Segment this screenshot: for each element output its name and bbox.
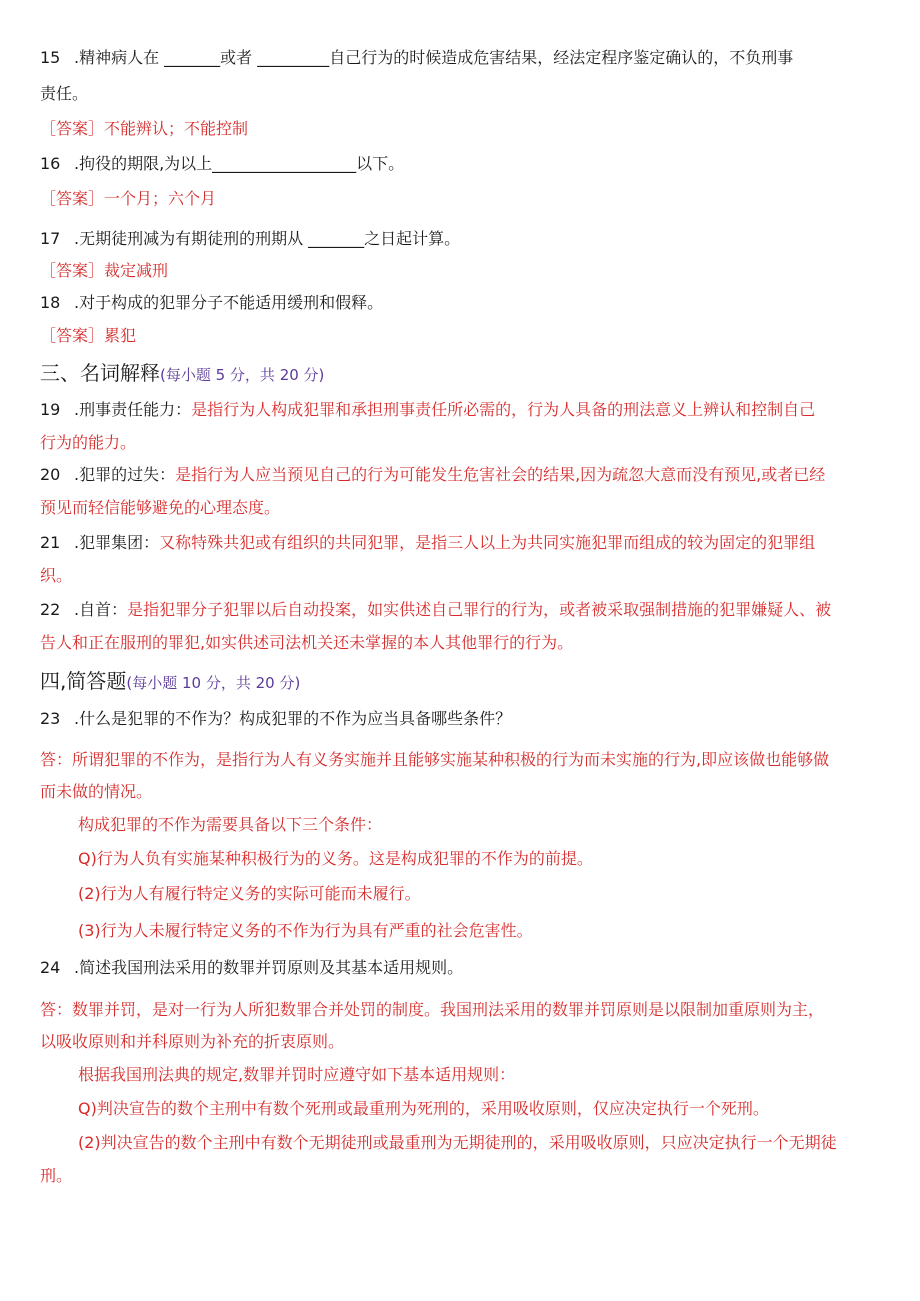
term-label: .犯罪的过失： [74, 465, 176, 484]
question-23 [40, 709, 511, 729]
term-definition: 又称特殊共犯或有组织的共同犯罪，是指三人以上为共同实施犯罪而组成的较为固定的犯罪组 [159, 533, 816, 552]
question-number: 17 [40, 229, 61, 248]
section-title: 三、名词解释 [40, 361, 160, 385]
question-number: 22 [40, 600, 61, 619]
term-21 [40, 533, 815, 553]
answer-23-line-6: (3)行为人未履行特定义务的不作为行为具有严重的社会危害性。 [78, 921, 533, 940]
answer-16: ［答案］一个月；六个月 [40, 189, 217, 208]
term-19 [40, 400, 815, 420]
question-text: .拘役的期限,为以上__________________以下。 [74, 154, 405, 173]
question-16 [40, 154, 404, 174]
term-22-cont: 告人和正在服刑的罪犯,如实供述司法机关还未掌握的本人其他罪行的行为。 [40, 633, 574, 652]
answer-18: ［答案］累犯 [40, 326, 137, 345]
answer-17: ［答案］裁定减刑 [40, 261, 169, 280]
term-21-cont: 织。 [40, 566, 73, 585]
answer-23-line-2: 而未做的情况。 [40, 782, 153, 801]
term-definition: 是指行为人应当预见自己的行为可能发生危害社会的结果,因为疏忽大意而没有预见,或者已经 [175, 465, 826, 484]
section-note: (每小题 5 分，共 20 分) [160, 366, 325, 384]
question-number: 18 [40, 293, 61, 312]
question-number: 19 [40, 400, 61, 419]
question-text: .精神病人在 _______或者 _________自己行为的时候造成危害结果，经法定程序鉴定确认的，不负刑事 [74, 48, 794, 67]
section-heading-3 [40, 360, 324, 388]
question-text: .对于构成的犯罪分子不能适用缓刑和假释。 [74, 293, 384, 312]
question-24 [40, 958, 463, 978]
section-title: 四,简答题 [40, 669, 127, 693]
answer-24-line-3: 根据我国刑法典的规定,数罪并罚时应遵守如下基本适用规则： [78, 1065, 516, 1084]
term-20 [40, 465, 825, 485]
term-20-cont: 预见而轻信能够避免的心理态度。 [40, 498, 281, 517]
answer-24-line-2: 以吸收原则和并科原则为补充的折衷原则。 [40, 1032, 345, 1051]
answer-24-line-1: 答：数罪并罚，是对一行为人所犯数罪合并处罚的制度。我国刑法采用的数罪并罚原则是以限制加重原则为主， [40, 1000, 825, 1019]
answer-23-line-4: Q)行为人负有实施某种积极行为的义务。这是构成犯罪的不作为的前提。 [78, 849, 593, 868]
term-definition: 是指行为人构成犯罪和承担刑事责任所必需的，行为人具备的刑法意义上辨认和控制自己 [191, 400, 816, 419]
answer-24-line-5: (2)判决宣告的数个主刑中有数个无期徒刑或最重刑为无期徒刑的，采用吸收原则，只应决定执行一个无期徒 [78, 1133, 837, 1152]
question-text: .无期徒刑减为有期徒刑的刑期从 _______之日起计算。 [74, 229, 461, 248]
answer-24-line-6: 刑。 [40, 1166, 73, 1185]
term-label: .犯罪集团： [74, 533, 160, 552]
term-definition: 是指犯罪分子犯罪以后自动投案，如实供述自己罪行的行为，或者被采取强制措施的犯罪嫌疑人、被 [127, 600, 832, 619]
question-text: .简述我国刑法采用的数罪并罚原则及其基本适用规则。 [74, 958, 464, 977]
question-18 [40, 293, 383, 313]
section-heading-4 [40, 668, 300, 696]
term-label: .刑事责任能力： [74, 400, 192, 419]
question-15-cont: 责任。 [40, 84, 89, 103]
term-22 [40, 600, 831, 620]
answer-15: ［答案］不能辨认；不能控制 [40, 119, 249, 138]
question-number: 23 [40, 709, 61, 728]
question-number: 21 [40, 533, 61, 552]
term-19-cont: 行为的能力。 [40, 433, 137, 452]
answer-24-line-4: Q)判决宣告的数个主刑中有数个死刑或最重刑为死刑的，采用吸收原则，仅应决定执行一个死刑。 [78, 1099, 769, 1118]
term-label: .自首： [74, 600, 128, 619]
answer-23-line-3: 构成犯罪的不作为需要具备以下三个条件： [78, 815, 383, 834]
question-17 [40, 229, 460, 249]
question-text: .什么是犯罪的不作为？构成犯罪的不作为应当具备哪些条件？ [74, 709, 512, 728]
question-15 [40, 48, 793, 68]
answer-23-line-1: 答：所谓犯罪的不作为，是指行为人有义务实施并且能够实施某种积极的行为而未实施的行为,即应该做也能够做 [40, 750, 830, 769]
question-number: 16 [40, 154, 61, 173]
answer-23-line-5: (2)行为人有履行特定义务的实际可能而未履行。 [78, 884, 421, 903]
question-number: 15 [40, 48, 61, 67]
question-number: 20 [40, 465, 61, 484]
section-note: (每小题 10 分，共 20 分) [126, 674, 301, 692]
question-number: 24 [40, 958, 61, 977]
